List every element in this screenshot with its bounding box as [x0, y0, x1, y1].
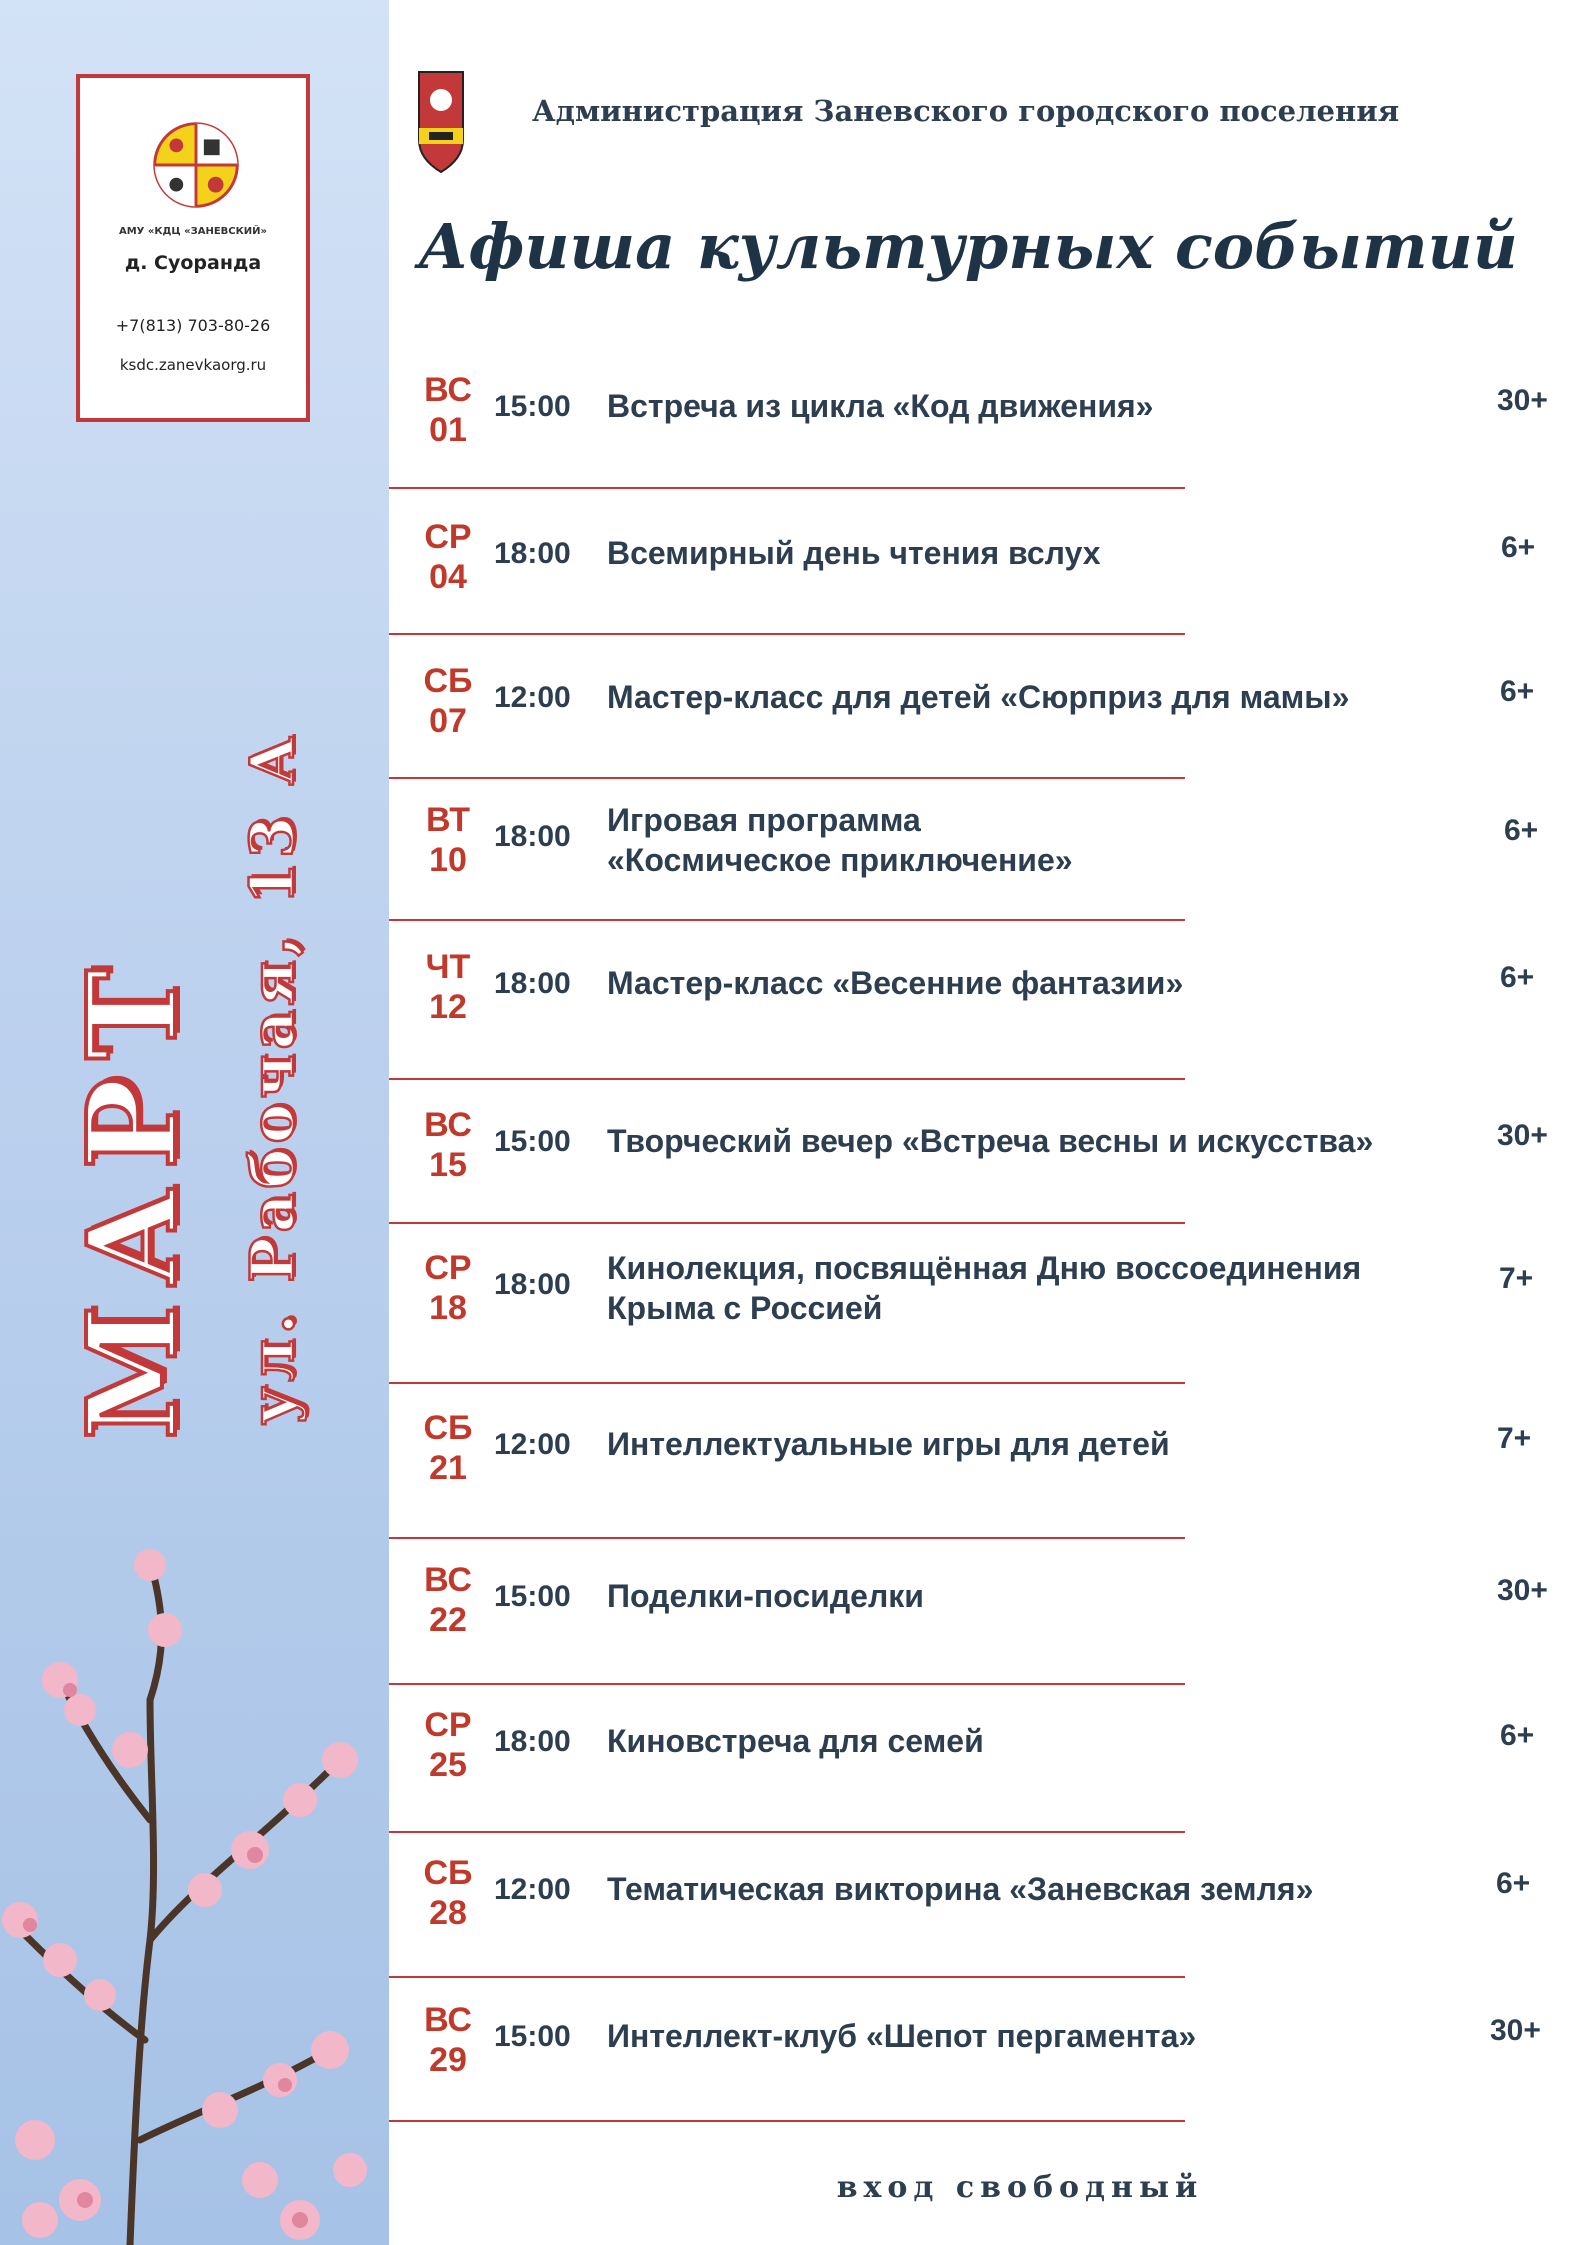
age-rating: 30+ [1497, 384, 1548, 417]
event-row [389, 661, 1587, 771]
event-date [419, 947, 477, 1027]
event-day-number: 10 [429, 841, 467, 879]
event-row [389, 800, 1587, 910]
event-title [607, 1248, 1467, 1328]
event-day-number: 18 [429, 1289, 467, 1327]
event-day-number: 22 [429, 1601, 467, 1639]
event-row [389, 2000, 1587, 2110]
row-divider [389, 1078, 1185, 1080]
event-weekday: ВТ [425, 801, 471, 839]
event-title-line: Интеллект-клуб «Шепот пергамента» [607, 2018, 1197, 2054]
event-day-number: 07 [429, 702, 467, 740]
event-title-line: Всемирный день чтения вслух [607, 535, 1101, 571]
age-rating: 30+ [1497, 1119, 1548, 1152]
info-card [76, 74, 310, 422]
event-day-number: 12 [429, 988, 467, 1026]
month-title: МАРТ [60, 951, 204, 1440]
event-title-line: Встреча из цикла «Код движения» [607, 388, 1154, 424]
address: ул. Рабочая, 13 А [238, 731, 308, 1425]
event-date [419, 517, 477, 597]
event-row [389, 1408, 1587, 1518]
administration-name: Администрация Заневского городского поселения [532, 94, 1400, 128]
event-day-number: 29 [429, 2041, 467, 2079]
coat-of-arms-icon [417, 70, 465, 174]
event-date [419, 1853, 477, 1933]
event-row [389, 517, 1587, 627]
event-title-line: «Космическое приключение» [607, 842, 1073, 878]
event-weekday: ВС [424, 1106, 472, 1144]
event-date [419, 1705, 477, 1785]
event-row [389, 1248, 1587, 1358]
row-divider [389, 487, 1185, 489]
event-day-number: 25 [429, 1746, 467, 1784]
event-title [607, 2016, 1467, 2056]
event-title [607, 1424, 1467, 1464]
event-time: 18:00 [494, 1268, 571, 1301]
row-divider [389, 1382, 1185, 1384]
cherry-blossom-image [0, 1520, 389, 2245]
event-title-line: Творческий вечер «Встреча весны и искусства» [607, 1123, 1374, 1159]
sidebar [0, 0, 389, 2245]
event-day-number: 28 [429, 1894, 467, 1932]
event-day-number: 15 [429, 1146, 467, 1184]
event-title [607, 963, 1467, 1003]
event-title-line: Кинолекция, посвящённая Дню воссоединения [607, 1250, 1362, 1286]
event-title-line: Киновстреча для семей [607, 1723, 984, 1759]
event-title-line: Тематическая викторина «Заневская земля» [607, 1871, 1314, 1907]
page-heading: Афиша культурных событий [418, 210, 1518, 283]
event-row [389, 1705, 1587, 1815]
row-divider [389, 919, 1185, 921]
age-rating: 30+ [1497, 1574, 1548, 1607]
age-rating: 6+ [1501, 531, 1536, 564]
row-divider [389, 1683, 1185, 1685]
event-time: 12:00 [494, 681, 571, 714]
event-date [419, 661, 477, 741]
event-time: 15:00 [494, 2020, 571, 2053]
event-title [607, 800, 1467, 880]
event-time: 12:00 [494, 1428, 571, 1461]
event-title-line: Игровая программа [607, 802, 921, 838]
event-title [607, 1721, 1467, 1761]
age-rating: 6+ [1504, 814, 1539, 847]
event-time: 15:00 [494, 390, 571, 423]
row-divider [389, 2120, 1185, 2122]
event-weekday: ВС [424, 1561, 472, 1599]
row-divider [389, 1537, 1185, 1539]
event-time: 18:00 [494, 537, 571, 570]
event-title-line: Интеллектуальные игры для детей [607, 1426, 1170, 1462]
age-rating: 6+ [1500, 1719, 1535, 1752]
row-divider [389, 1831, 1185, 1833]
event-date [419, 1105, 477, 1185]
event-weekday: СБ [423, 1854, 473, 1892]
row-divider [389, 633, 1185, 635]
event-time: 12:00 [494, 1873, 571, 1906]
event-date [419, 800, 477, 880]
event-title [607, 677, 1467, 717]
event-weekday: ЧТ [425, 948, 471, 986]
event-date [419, 1248, 477, 1328]
event-title [607, 386, 1467, 426]
event-row [389, 947, 1587, 1057]
event-date [419, 1560, 477, 1640]
event-time: 15:00 [494, 1125, 571, 1158]
age-rating: 6+ [1500, 961, 1535, 994]
event-date [419, 370, 477, 450]
row-divider [389, 1976, 1185, 1978]
event-title [607, 1121, 1467, 1161]
event-day-number: 01 [429, 411, 467, 449]
event-time: 18:00 [494, 820, 571, 853]
logo-caption: АМУ «КДЦ «ЗАНЕВСКИЙ» [118, 226, 268, 237]
age-rating: 6+ [1496, 1867, 1531, 1900]
event-time: 18:00 [494, 1725, 571, 1758]
event-title-line: Мастер-класс для детей «Сюрприз для мамы» [607, 679, 1350, 715]
event-weekday: СР [424, 1706, 472, 1744]
phone-number: +7(813) 703-80-26 [115, 316, 271, 335]
place-name: д. Суоранда [124, 252, 262, 274]
event-weekday: СР [424, 518, 472, 556]
event-weekday: СБ [423, 1409, 473, 1447]
event-date [419, 2000, 477, 2080]
age-rating: 7+ [1497, 1422, 1532, 1455]
event-weekday: ВС [424, 2001, 472, 2039]
event-date [419, 1408, 477, 1488]
event-weekday: СБ [423, 662, 473, 700]
event-time: 18:00 [494, 967, 571, 1000]
row-divider [389, 1222, 1185, 1224]
event-title-line: Крыма с Россией [607, 1290, 883, 1326]
event-row [389, 370, 1587, 480]
age-rating: 30+ [1490, 2014, 1541, 2047]
row-divider [389, 777, 1185, 779]
age-rating: 7+ [1499, 1262, 1534, 1295]
website: ksdc.zanevkaorg.ru [119, 356, 267, 374]
event-weekday: ВС [424, 371, 472, 409]
event-day-number: 21 [429, 1449, 467, 1487]
event-row [389, 1853, 1587, 1963]
event-row [389, 1560, 1587, 1670]
event-title [607, 1576, 1467, 1616]
event-weekday: СР [424, 1249, 472, 1287]
event-title [607, 1869, 1467, 1909]
age-rating: 6+ [1500, 675, 1535, 708]
event-title [607, 533, 1467, 573]
event-row [389, 1105, 1587, 1215]
footer-note: вход свободный [836, 2170, 1204, 2205]
kdc-logo [137, 106, 255, 224]
event-time: 15:00 [494, 1580, 571, 1613]
event-title-line: Мастер-класс «Весенние фантазии» [607, 965, 1184, 1001]
event-title-line: Поделки-посиделки [607, 1578, 924, 1614]
event-day-number: 04 [429, 558, 467, 596]
